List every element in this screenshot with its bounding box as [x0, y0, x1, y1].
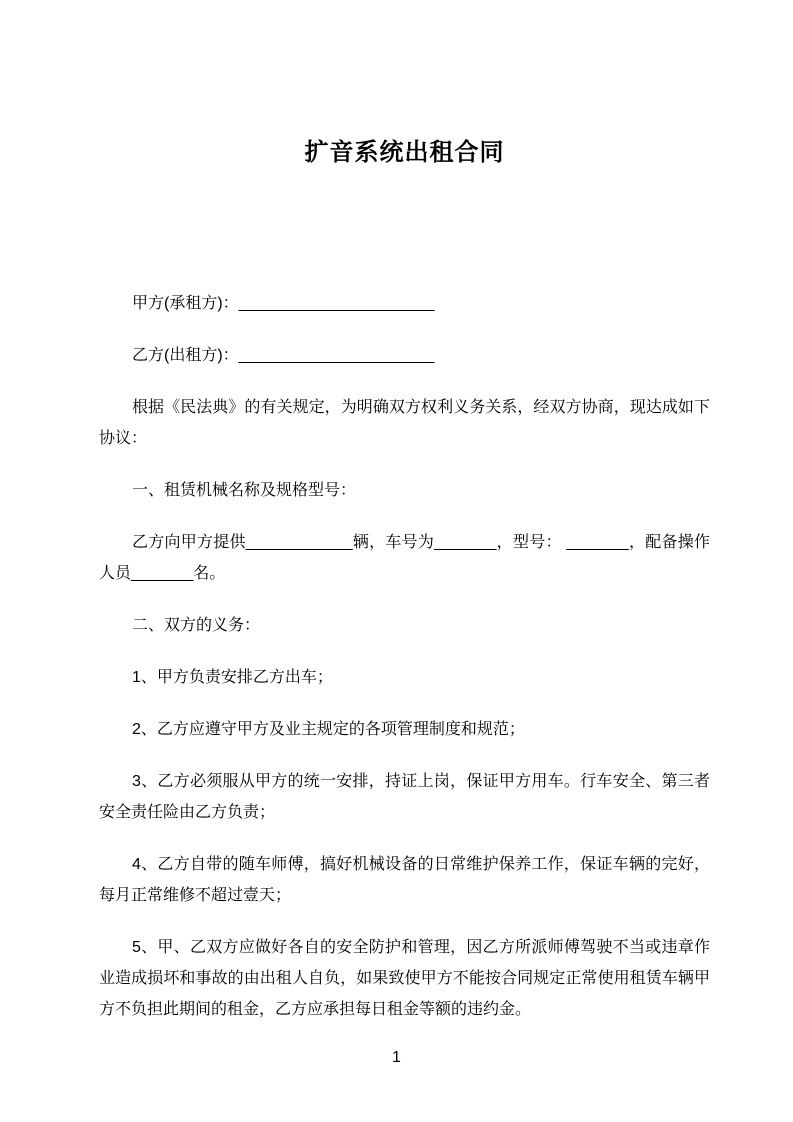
party-b-line: 乙方(出租方)：______________________	[132, 347, 435, 364]
party-a-line: 甲方(承租方)：______________________	[132, 295, 435, 312]
page-number: 1	[392, 1049, 401, 1066]
section-1-heading: 一、租赁机械名称及规格型号：	[132, 482, 357, 499]
clause-3: 3、乙方必须服从甲方的统一安排，持证上岗，保证甲方用车。行车安全、第三者安全责任险由乙方负责；	[99, 773, 710, 821]
section-1-body: 乙方向甲方提供____________辆，车号为_______，型号： _______，配备操作人员_______名。	[99, 534, 710, 582]
clause-1: 1、甲方负责安排乙方出车；	[132, 669, 333, 686]
clause-4: 4、乙方自带的随车师傅，搞好机械设备的日常维护保养工作，保证车辆的完好，每月正常维修不超过壹天；	[99, 856, 710, 904]
preamble-paragraph: 根据《民法典》的有关规定，为明确双方权利义务关系，经双方协商，现达成如下协议：	[99, 399, 710, 447]
document-body	[99, 0, 710, 1046]
clause-2: 2、乙方应遵守甲方及业主规定的各项管理制度和规范；	[132, 721, 525, 738]
document-title: 扩音系统出租合同	[304, 139, 505, 166]
section-2-heading: 二、双方的义务：	[132, 617, 261, 634]
clause-5: 5、甲、乙双方应做好各自的安全防护和管理，因乙方所派师傅驾驶不当或违章作业造成损坏和事故的由出租人自负，如果致使甲方不能按合同规定正常使用租赁车辆甲方不负担此期间的租金，乙方应承担每日租金等额的违约金。	[99, 939, 710, 1018]
